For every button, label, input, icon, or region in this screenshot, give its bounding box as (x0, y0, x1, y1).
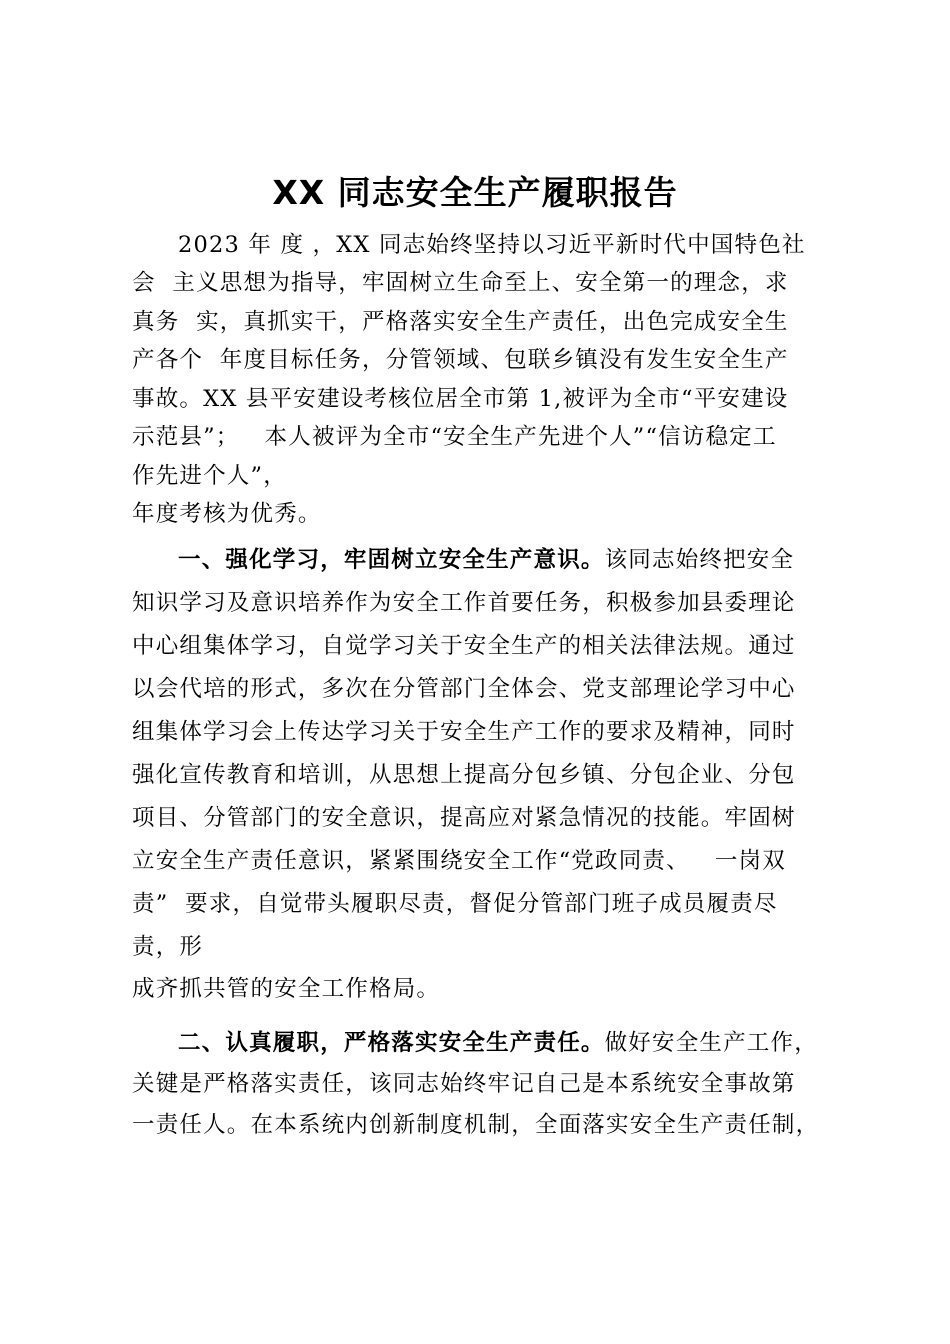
section1-line: 责” 要求，自觉带头履职尽责，督促分管部门班子成员履责尽 (132, 891, 778, 917)
section2-line: 一责任人。在本系统内创新制度机制，全面落实安全生产责任制， (132, 1112, 820, 1138)
section1-line: 成齐抓共管的安全工作格局。 (132, 976, 441, 1002)
intro-line: 作先进个人”， (132, 463, 287, 489)
section1-first-line-text: 该同志始终把安全 (604, 547, 795, 573)
intro-line: 产各个 年度目标任务，分管领域、包联乡镇没有发生安全生产 (132, 347, 789, 373)
intro-line: 事故。XX 县平安建设考核位居全市第 1,被评为全市“平安建设 (132, 386, 789, 412)
intro-line: 2023 年 度 ，XX 同志始终坚持以习近平新时代中国特色社 (178, 232, 806, 258)
section1-line: 项目、分管部门的安全意识，提高应对紧急情况的技能。牢固树 (132, 805, 796, 831)
section1-line: 以会代培的形式，多次在分管部门全体会、党支部理论学习中心 (132, 676, 796, 702)
section1-heading: 一、强化学习，牢固树立安全生产意识。 (178, 547, 605, 573)
section1-line: 中心组集体学习，自觉学习关于安全生产的相关法律法规。通过 (132, 633, 796, 659)
document-title: XX 同志安全生产履职报告 (272, 173, 678, 212)
section2-heading: 二、认真履职，严格落实安全生产责任。 (178, 1030, 605, 1056)
section1-line: 立安全生产责任意识，紧紧围绕安全工作“党政同责、 一岗双 (132, 848, 786, 874)
section2-line: 关键是严格落实责任，该同志始终牢记自己是本系统安全事故第 (132, 1071, 796, 1097)
intro-line: 示范县”； 本人被评为全市“安全生产先进个人”“信访稳定工 (132, 424, 777, 450)
section1-line: 强化宣传教育和培训，从思想上提高分包乡镇、分包企业、分包 (132, 762, 796, 788)
intro-line: 会 主义思想为指导，牢固树立生命至上、安全第一的理念，求 (132, 270, 789, 296)
intro-line: 真务 实，真抓实干，严格落实安全生产责任，出色完成安全生 (132, 309, 789, 335)
section1-line: 知识学习及意识培养作为安全工作首要任务，积极参加县委理论 (132, 590, 796, 616)
section2-first-line (178, 1028, 818, 1058)
section1-line: 责，形 (132, 934, 204, 960)
intro-line: 年度考核为优秀。 (132, 501, 322, 527)
section1-first-line (178, 545, 794, 575)
section2-first-line-text: 做好安全生产工作， (604, 1030, 818, 1056)
section1-line: 组集体学习会上传达学习关于安全生产工作的要求及精神，同时 (132, 719, 796, 745)
